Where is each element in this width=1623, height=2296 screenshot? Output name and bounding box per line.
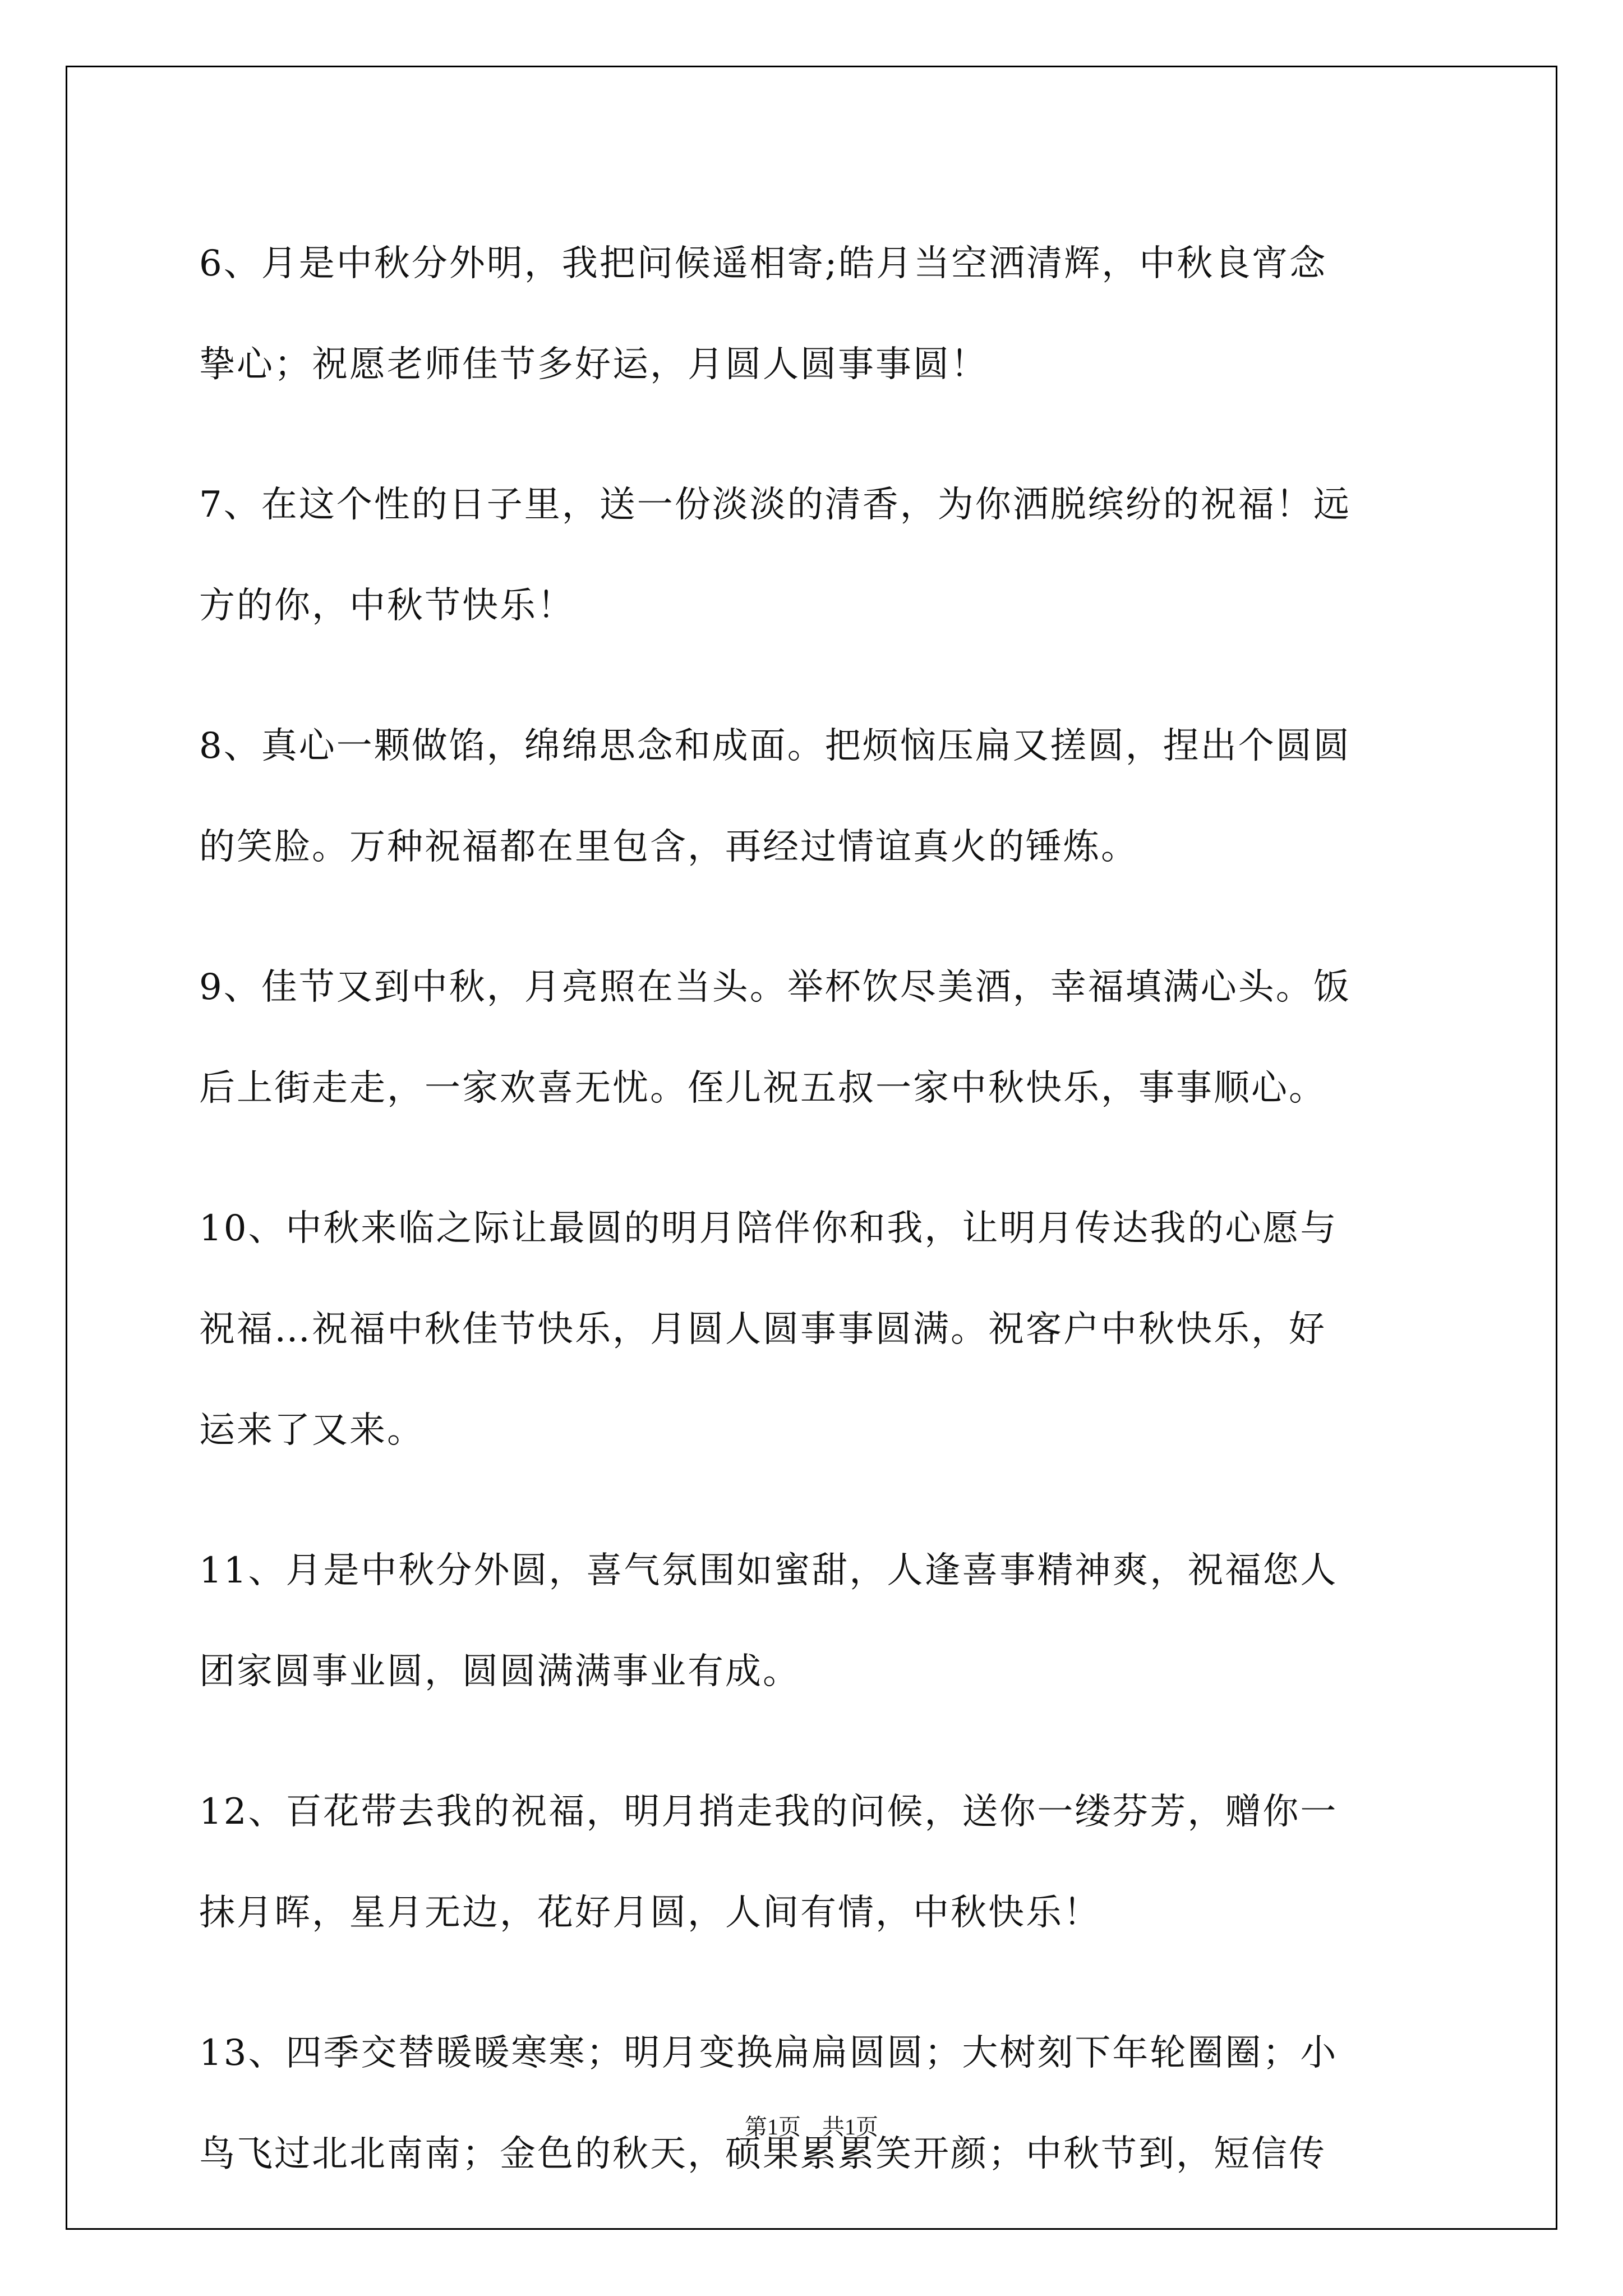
paragraph-9	[199, 937, 1433, 1139]
paragraph-11	[199, 1520, 1433, 1722]
paragraph-line: 7、在这个性的日子里，送一份淡淡的清香，为你洒脱缤纷的祝福！远	[199, 484, 1351, 526]
paragraph-12	[199, 1761, 1433, 1963]
paragraph-line: 鸟飞过北北南南；金色的秋天，硕果累累笑开颜；中秋节到，短信传	[199, 2133, 1326, 2175]
paragraph-8	[199, 696, 1433, 898]
paragraph-line: 12、百花带去我的祝福，明月捎走我的问候，送你一缕芬芳，赠你一	[199, 1791, 1338, 1833]
paragraph-10	[199, 1178, 1433, 1481]
paragraph-line: 13、四季交替暖暖寒寒；明月变换扁扁圆圆；大树刻下年轮圈圈；小	[199, 2032, 1338, 2074]
paragraph-6	[199, 213, 1433, 415]
paragraph-line: 8、真心一颗做馅，绵绵思念和成面。把烦恼压扁又搓圆，捏出个圆圆	[199, 725, 1351, 767]
paragraph-line: 方的你，中秋节快乐！	[199, 585, 575, 627]
paragraph-line: 后上街走走，一家欢喜无忧。侄儿祝五叔一家中秋快乐，事事顺心。	[199, 1068, 1326, 1109]
paragraph-line: 挚心；祝愿老师佳节多好运，月圆人圆事事圆！	[199, 344, 988, 385]
paragraph-line: 10、中秋来临之际让最圆的明月陪伴你和我，让明月传达我的心愿与	[199, 1208, 1338, 1249]
paragraph-line: 11、月是中秋分外圆，喜气氛围如蜜甜，人逢喜事精神爽，祝福您人	[199, 1550, 1338, 1591]
paragraph-line: 祝福…祝福中秋佳节快乐，月圆人圆事事圆满。祝客户中秋快乐，好	[199, 1309, 1326, 1350]
paragraph-line: 6、月是中秋分外明，我把问候遥相寄;皓月当空洒清辉，中秋良宵念	[199, 243, 1327, 284]
page-total: 共1页	[822, 2114, 878, 2139]
paragraph-13	[199, 2003, 1433, 2205]
page-footer	[0, 2109, 1623, 2141]
paragraph-line: 抹月晖，星月无边，花好月圆，人间有情，中秋快乐！	[199, 1892, 1101, 1934]
paragraph-line: 团家圆事业圆，圆圆满满事业有成。	[199, 1651, 800, 1692]
paragraph-line: 9、佳节又到中秋，月亮照在当头。举杯饮尽美酒，幸福填满心头。饭	[199, 967, 1351, 1008]
paragraph-line: 的笑脸。万种祝福都在里包含，再经过情谊真火的锤炼。	[199, 826, 1138, 868]
document-body	[199, 213, 1433, 2244]
paragraph-7	[199, 454, 1433, 656]
paragraph-line: 运来了又来。	[199, 1410, 425, 1451]
page-number: 第1页	[745, 2114, 801, 2139]
